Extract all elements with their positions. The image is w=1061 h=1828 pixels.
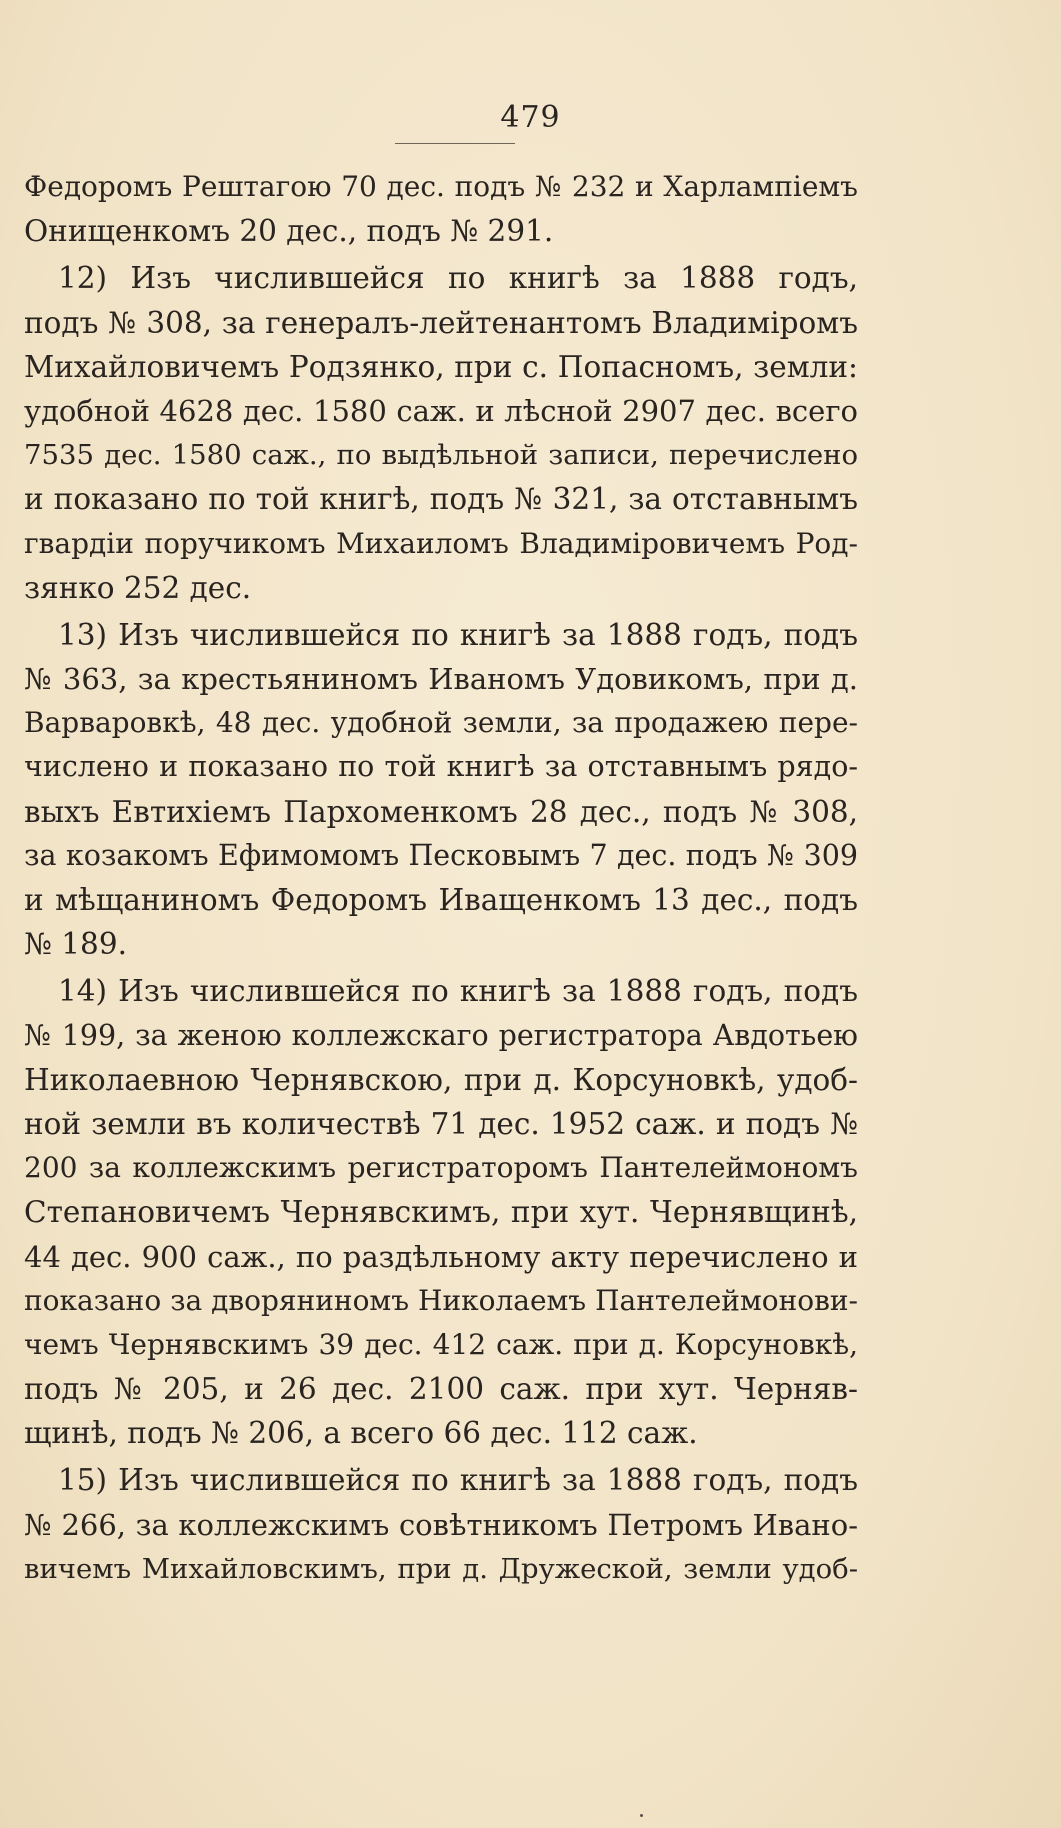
text-line: щинѣ, подъ № 206, а всего 66 дес. 112 саж. <box>24 1416 698 1451</box>
text-line: удобной 4628 дес. 1580 саж. и лѣсной 2907 дес. всего <box>24 393 858 428</box>
text-line: 12) Изъ числившейся по книгѣ за 1888 годъ, <box>58 261 858 296</box>
text-line: 14) Изъ числившейся по книгѣ за 1888 годъ, подъ <box>58 974 858 1009</box>
paragraph-11-continuation <box>24 165 858 253</box>
text-line: чемъ Чернявскимъ 39 дес. 412 саж. при д. Корсуновкѣ, <box>24 1327 858 1361</box>
paragraph-12 <box>24 256 858 610</box>
text-line: 15) Изъ числившейся по книгѣ за 1888 годъ, подъ <box>58 1463 858 1498</box>
text-line: № 266, за коллежскимъ совѣтникомъ Петромъ Ивано- <box>24 1507 858 1542</box>
text-line: показано за дворяниномъ Николаемъ Пантелеймонови- <box>24 1283 858 1317</box>
text-line: № 363, за крестьяниномъ Иваномъ Удовикомъ, при д. <box>24 662 858 697</box>
text-line: 200 за коллежскимъ регистраторомъ Пантелеймономъ <box>24 1151 858 1185</box>
text-line: и показано по той книгѣ, подъ № 321, за отставнымъ <box>24 482 858 517</box>
text-line: Николаевною Чернявскою, при д. Корсуновкѣ, удоб- <box>24 1062 858 1097</box>
header-rule <box>395 143 515 144</box>
page-text <box>24 165 858 1594</box>
text-line: Федоромъ Рештагою 70 дес. подъ № 232 и Харлампіемъ <box>24 170 858 203</box>
text-line: № 189. <box>24 927 127 962</box>
text-line: Степановичемъ Чернявскимъ, при хут. Чернявщинѣ, <box>24 1195 858 1230</box>
text-line: Михайловичемъ Родзянко, при с. Попасномъ, земли: <box>24 349 858 384</box>
text-line: за козакомъ Ефимомомъ Песковымъ 7 дес. подъ № 309 <box>24 838 858 872</box>
text-line: 7535 дес. 1580 саж., по выдѣльной записи, перечислено <box>24 439 858 472</box>
paragraph-15 <box>24 1458 858 1591</box>
text-line: ной земли въ количествѣ 71 дес. 1952 саж. и подъ № <box>24 1106 858 1141</box>
text-line: числено и показано по той книгѣ за отставнымъ рядо- <box>24 750 858 784</box>
paragraph-13 <box>24 613 858 967</box>
text-line: вичемъ Михайловскимъ, при д. Дружеской, земли удоб- <box>24 1552 858 1585</box>
page-number: 479 <box>500 100 561 135</box>
text-line: зянко 252 дес. <box>24 570 252 605</box>
text-line: Онищенкомъ 20 дес., подъ № 291. <box>24 214 554 249</box>
paragraph-14 <box>24 969 858 1455</box>
text-line: гвардіи поручикомъ Михаиломъ Владиміровичемъ Род- <box>24 526 858 560</box>
text-line: Варваровкѣ, 48 дес. удобной земли, за продажею пере- <box>24 706 858 740</box>
text-line: подъ № 205, и 26 дес. 2100 саж. при хут. Черняв- <box>24 1372 858 1407</box>
text-line: № 199, за женою коллежскаго регистратора Авдотьею <box>24 1018 858 1052</box>
text-line: и мѣщаниномъ Федоромъ Иващенкомъ 13 дес., подъ <box>24 883 858 917</box>
text-line: выхъ Евтихіемъ Пархоменкомъ 28 дес., подъ № 308, <box>24 794 858 829</box>
ink-speck <box>640 1814 643 1817</box>
text-line: 13) Изъ числившейся по книгѣ за 1888 годъ, подъ <box>58 617 858 652</box>
text-line: 44 дес. 900 саж., по раздѣльному акту перечислено и <box>24 1239 858 1274</box>
text-line: подъ № 308, за генералъ-лейтенантомъ Владиміромъ <box>24 305 858 340</box>
